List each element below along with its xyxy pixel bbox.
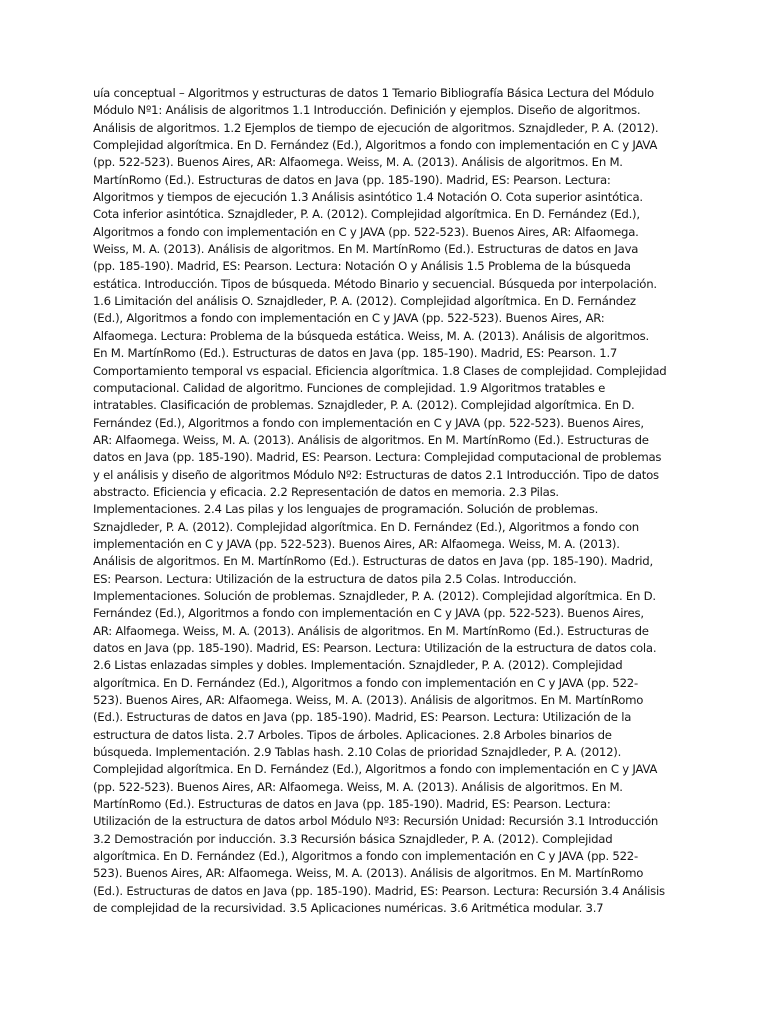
text-line: Comportamiento temporal vs espacial. Eficiencia algorítmica. 1.8 Clases de complejidad. Complejidad: [93, 363, 667, 378]
text-line: Fernández (Ed.), Algoritmos a fondo con implementación en C y JAVA (pp. 522-523). Buenos Aires,: [93, 606, 644, 621]
text-line: datos en Java (pp. 185-190). Madrid, ES: Pearson. Lectura: Utilización de la estructura de datos cola.: [93, 641, 657, 655]
text-line: (pp. 185-190). Madrid, ES: Pearson. Lectura: Notación O y Análisis 1.5 Problema de la búsqueda: [93, 259, 631, 274]
text-line: algorítmica. En D. Fernández (Ed.), Algoritmos a fondo con implementación en C y JAVA (pp. 522-: [93, 675, 638, 690]
text-line: MartínRomo (Ed.). Estructuras de datos en Java (pp. 185-190). Madrid, ES: Pearson. Lectura:: [93, 172, 611, 187]
text-line: Alfaomega. Lectura: Problema de la búsqueda estática. Weiss, M. A. (2013). Análisis de algoritmos.: [93, 328, 649, 343]
text-line: (Ed.). Estructuras de datos en Java (pp. 185-190). Madrid, ES: Pearson. Lectura: Utilización de la: [93, 710, 632, 725]
text-line: (Ed.), Algoritmos a fondo con implementación en C y JAVA (pp. 522-523). Buenos Aires, AR:: [93, 311, 605, 326]
text-line: estática. Introducción. Tipos de búsqueda. Método Binario y secuencial. Búsqueda por interpolación.: [93, 276, 657, 291]
text-line: Complejidad algorítmica. En D. Fernández (Ed.), Algoritmos a fondo con implementación en C y JAVA: [93, 138, 658, 153]
text-line: Cota inferior asintótica. Sznajdleder, P. A. (2012). Complejidad algorítmica. En D. Fernández (Ed.),: [93, 207, 640, 222]
text-line: Análisis de algoritmos. 1.2 Ejemplos de tiempo de ejecución de algoritmos. Sznajdleder, P. A. (2012).: [93, 120, 659, 135]
text-line: de complejidad de la recursividad. 3.5 Aplicaciones numéricas. 3.6 Aritmética modular. 3.7: [93, 901, 604, 916]
text-line: Fernández (Ed.), Algoritmos a fondo con implementación en C y JAVA (pp. 522-523). Buenos Aires,: [93, 415, 644, 430]
text-line: Algoritmos a fondo con implementación en C y JAVA (pp. 522-523). Buenos Aires, AR: Alfaomega.: [93, 224, 639, 239]
text-line: Módulo Nº1: Análisis de algoritmos 1.1 Introducción. Definición y ejemplos. Diseño de algoritmos.: [93, 103, 641, 118]
text-line: AR: Alfaomega. Weiss, M. A. (2013). Análisis de algoritmos. En M. MartínRomo (Ed.). Estructuras de: [93, 432, 649, 447]
text-line: Utilización de la estructura de datos arbol Módulo Nº3: Recursión Unidad: Recursión 3.1 Introducción: [93, 814, 659, 829]
text-line: (pp. 522-523). Buenos Aires, AR: Alfaomega. Weiss, M. A. (2013). Análisis de algoritmos. En M.: [93, 155, 623, 170]
text-line: Algoritmos y tiempos de ejecución 1.3 Análisis asintótico 1.4 Notación O. Cota superior asintótica.: [93, 190, 643, 205]
document-body-text: [93, 85, 683, 918]
text-line: MartínRomo (Ed.). Estructuras de datos en Java (pp. 185-190). Madrid, ES: Pearson. Lectura:: [93, 797, 611, 812]
text-line: implementación en C y JAVA (pp. 522-523). Buenos Aires, AR: Alfaomega. Weiss, M. A. (2013).: [93, 536, 620, 551]
text-line: algorítmica. En D. Fernández (Ed.), Algoritmos a fondo con implementación en C y JAVA (pp. 522-: [93, 849, 638, 864]
text-line: Análisis de algoritmos. En M. MartínRomo (Ed.). Estructuras de datos en Java (pp. 185-190). Madrid,: [93, 554, 653, 569]
text-line: 523). Buenos Aires, AR: Alfaomega. Weiss, M. A. (2013). Análisis de algoritmos. En M. MartínRomo: [93, 866, 644, 881]
text-line: intratables. Clasificación de problemas. Sznajdleder, P. A. (2012). Complejidad algorítmica. En D.: [93, 398, 635, 413]
text-line: Implementaciones. 2.4 Las pilas y los lenguajes de programación. Solución de problemas.: [93, 502, 599, 517]
text-line: uía conceptual – Algoritmos y estructuras de datos 1 Temario Bibliografía Básica Lectura del Módulo: [93, 86, 654, 100]
text-line: Sznajdleder, P. A. (2012). Complejidad algorítmica. En D. Fernández (Ed.), Algoritmos a fondo con: [93, 519, 639, 534]
text-line: 1.6 Limitación del análisis O. Sznajdleder, P. A. (2012). Complejidad algorítmica. En D. Fernández: [93, 294, 636, 309]
text-line: (Ed.). Estructuras de datos en Java (pp. 185-190). Madrid, ES: Pearson. Lectura: Recursión 3.4 Análisis: [93, 883, 665, 898]
text-line: 2.6 Listas enlazadas simples y dobles. Implementación. Sznajdleder, P. A. (2012). Complejidad: [93, 658, 623, 673]
text-line: En M. MartínRomo (Ed.). Estructuras de datos en Java (pp. 185-190). Madrid, ES: Pearson. 1.7: [93, 346, 618, 361]
text-line: Complejidad algorítmica. En D. Fernández (Ed.), Algoritmos a fondo con implementación en C y JAVA: [93, 762, 658, 777]
text-line: estructura de datos lista. 2.7 Arboles. Tipos de árboles. Aplicaciones. 2.8 Arboles binarios de: [93, 727, 612, 742]
text-line: AR: Alfaomega. Weiss, M. A. (2013). Análisis de algoritmos. En M. MartínRomo (Ed.). Estructuras de: [93, 623, 649, 638]
text-line: búsqueda. Implementación. 2.9 Tablas hash. 2.10 Colas de prioridad Sznajdleder, P. A. (2012).: [93, 745, 622, 760]
text-line: (pp. 522-523). Buenos Aires, AR: Alfaomega. Weiss, M. A. (2013). Análisis de algoritmos. En M.: [93, 779, 623, 794]
text-line: abstracto. Eficiencia y eficacia. 2.2 Representación de datos en memoria. 2.3 Pilas.: [93, 484, 559, 499]
text-line: 523). Buenos Aires, AR: Alfaomega. Weiss, M. A. (2013). Análisis de algoritmos. En M. MartínRomo: [93, 693, 644, 708]
text-line: Implementaciones. Solución de problemas. Sznajdleder, P. A. (2012). Complejidad algorítmica. En D.: [93, 588, 656, 603]
text-line: Weiss, M. A. (2013). Análisis de algoritmos. En M. MartínRomo (Ed.). Estructuras de datos en Java: [93, 242, 639, 257]
text-line: datos en Java (pp. 185-190). Madrid, ES: Pearson. Lectura: Complejidad computacional de problemas: [93, 450, 662, 465]
text-line: computacional. Calidad de algoritmo. Funciones de complejidad. 1.9 Algoritmos tratables e: [93, 380, 606, 395]
text-line: y el análisis y diseño de algoritmos Módulo Nº2: Estructuras de datos 2.1 Introducción. Tipo de datos: [93, 467, 659, 482]
text-line: ES: Pearson. Lectura: Utilización de la estructura de datos pila 2.5 Colas. Introducción.: [93, 571, 577, 586]
text-line: 3.2 Demostración por inducción. 3.3 Recursión básica Sznajdleder, P. A. (2012). Complejidad: [93, 831, 613, 846]
